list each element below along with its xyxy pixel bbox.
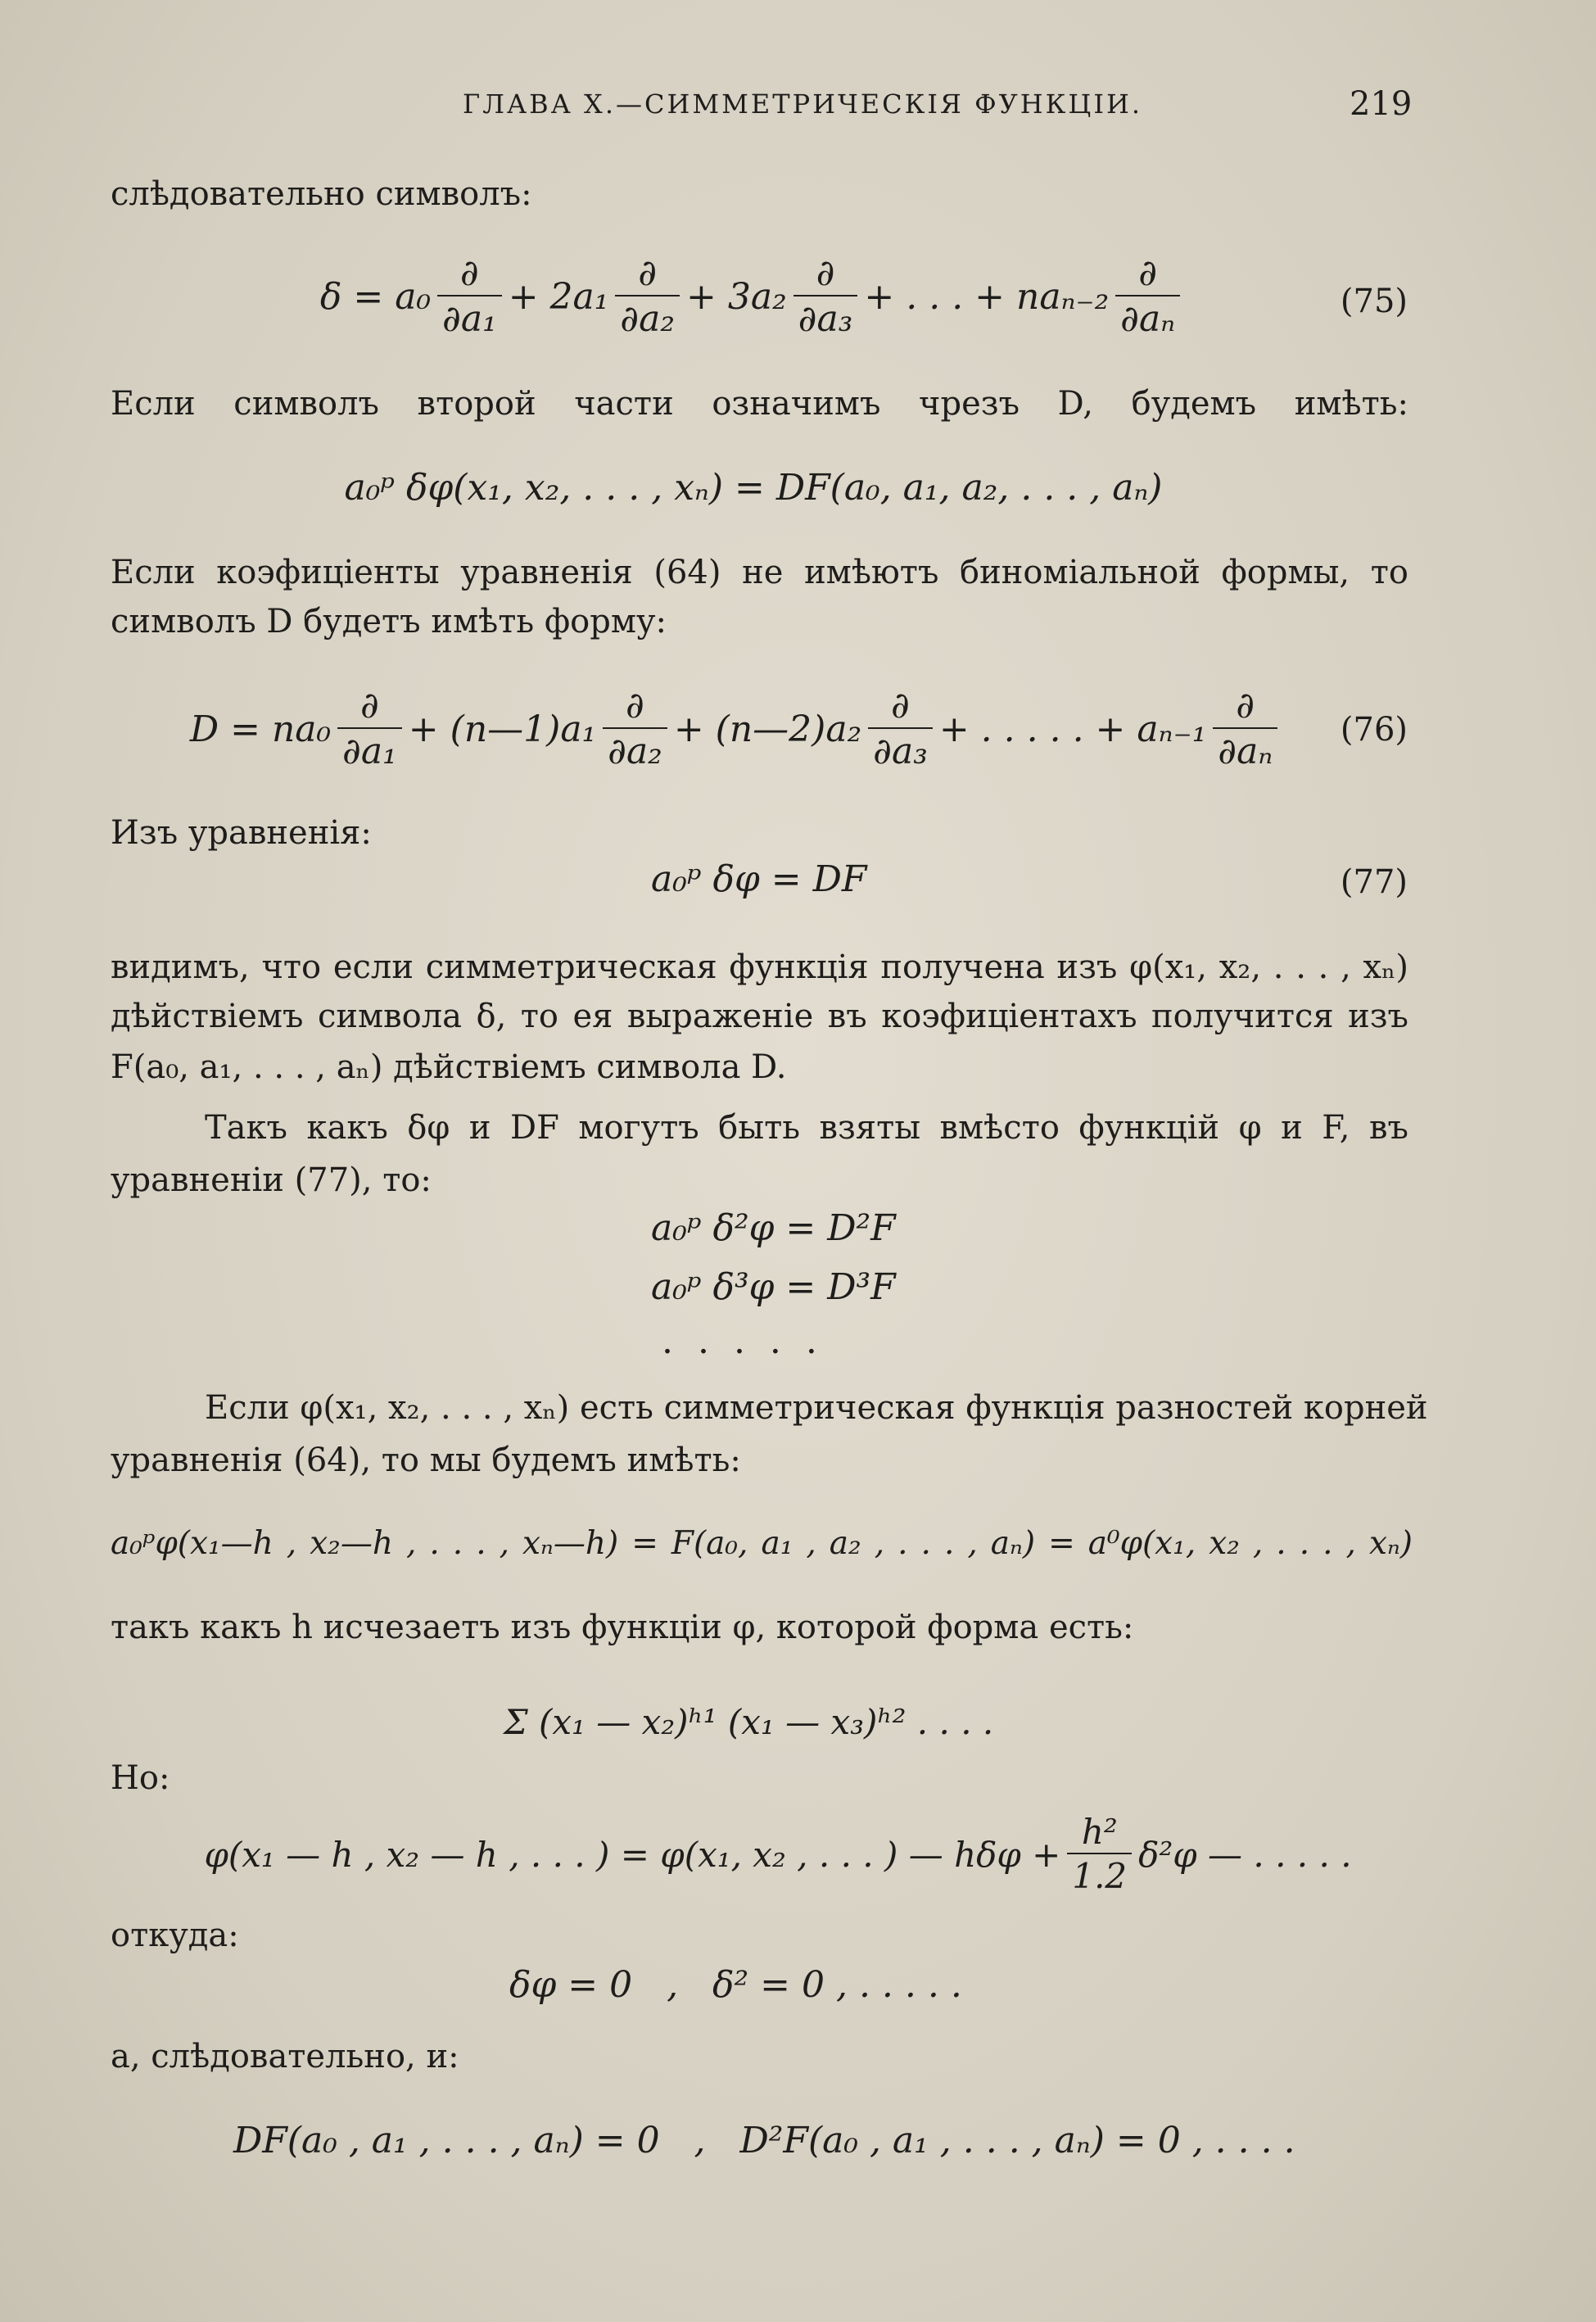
- equation: [204, 1812, 1352, 1896]
- equation-term: δ²φ — . . . . .: [1138, 1834, 1352, 1875]
- equation: Σ (x₁ — x₂)ʰ¹ (x₁ — x₃)ʰ² . . . .: [504, 1702, 994, 1742]
- paragraph-text: Изъ уравненія:: [111, 814, 372, 852]
- paragraph-text: а, слѣдовательно, и:: [111, 2038, 459, 2075]
- equation-76: [164, 685, 1310, 772]
- equation-term: + (n—2)a₂: [673, 708, 862, 750]
- ellipsis: . . . . .: [662, 1320, 824, 1362]
- paragraph-text: символъ D будетъ имѣть форму:: [111, 603, 667, 640]
- equation-number: (76): [1340, 711, 1408, 749]
- paragraph-text: видимъ, что если симметрическая функція получена изъ φ(x₁, x₂, . . . , xₙ): [111, 948, 1408, 986]
- paragraph-text: Такъ какъ δφ и DF могутъ быть взяты вмѣсто функцій φ и F, въ: [205, 1109, 1408, 1147]
- paragraph-text: дѣйствіемъ символа δ, то ея выраженіе въ коэфиціентахъ получится изъ: [111, 998, 1408, 1035]
- paragraph-text: уравненія (64), то мы будемъ имѣть:: [111, 1442, 741, 1479]
- paragraph-text: Но:: [111, 1759, 170, 1797]
- fraction: $\frac{\partial}{\text{∂aₙ}}$: [1213, 688, 1277, 770]
- equation: a₀ᵖ δφ(x₁, x₂, . . . , xₙ) = DF(a₀, a₁, a₂, . . . , aₙ): [344, 467, 1163, 509]
- fraction: $\frac{\partial}{\text{∂a₃}}$: [868, 688, 933, 770]
- page-number: 219: [1350, 85, 1413, 123]
- paragraph-text: откуда:: [111, 1917, 239, 1954]
- equation-77: a₀ᵖ δφ = DF: [651, 858, 867, 900]
- equation: a₀ᵖ δ²φ = D²F: [651, 1207, 896, 1249]
- equation-term: + (n—1)a₁: [408, 708, 597, 750]
- equation-number: (77): [1340, 863, 1408, 901]
- equation-number: (75): [1340, 283, 1408, 320]
- equation-term: + . . . . . + aₙ₋₁: [938, 708, 1207, 750]
- fraction: $\frac{\text{h²}}{1.2}$: [1067, 1815, 1132, 1894]
- equation-term: + . . . + naₙ₋₂: [864, 275, 1110, 318]
- paragraph-text: Если φ(x₁, x₂, . . . , xₙ) есть симметрическая функція разностей корней: [205, 1389, 1428, 1427]
- equation: a₀ᵖφ(x₁—h , x₂—h , . . . , xₙ—h) = F(a₀, a₁ , a₂ , . . . , aₙ) = a⁰φ(x₁, x₂ , . . . , xₙ): [111, 1525, 1413, 1562]
- equation-term: D = na₀: [189, 708, 332, 750]
- equation-term: + 3a₂: [686, 275, 787, 318]
- equation-75: [246, 252, 1261, 340]
- paragraph-text: такъ какъ h исчезаетъ изъ функціи φ, которой форма есть:: [111, 1609, 1134, 1646]
- equation: δφ = 0 , δ² = 0 , . . . . .: [509, 1964, 962, 2006]
- equation-term: + 2a₁: [508, 275, 609, 318]
- equation-term: φ(x₁ — h , x₂ — h , . . . ) = φ(x₁, x₂ , . . . ) — hδφ +: [204, 1834, 1061, 1875]
- running-title: ГЛАВА X.—СИММЕТРИЧЕСКІЯ ФУНКЦІИ.: [463, 88, 1143, 120]
- fraction: $\frac{\partial}{\text{∂aₙ}}$: [1115, 256, 1180, 337]
- fraction: $\frac{\partial}{\text{∂a₁}}$: [437, 256, 502, 337]
- equation-term: δ = a₀: [319, 275, 432, 318]
- paragraph-text: Если коэфиціенты уравненія (64) не имѣютъ биноміальной формы, то: [111, 554, 1408, 591]
- fraction: $\frac{\partial}{\text{∂a₂}}$: [603, 688, 667, 770]
- paragraph-text: F(a₀, a₁, . . . , aₙ) дѣйствіемъ символа D.: [111, 1048, 787, 1086]
- fraction: $\frac{\partial}{\text{∂a₁}}$: [337, 688, 402, 770]
- bleed-through-text: [1277, 123, 1572, 2252]
- fraction: $\frac{\partial}{\text{∂a₃}}$: [793, 256, 858, 337]
- paragraph-text: уравненіи (77), то:: [111, 1161, 432, 1199]
- equation: a₀ᵖ δ³φ = D³F: [651, 1266, 896, 1308]
- equation: DF(a₀ , a₁ , . . . , aₙ) = 0 , D²F(a₀ , a₁ , . . . , aₙ) = 0 , . . . .: [233, 2120, 1295, 2161]
- paragraph-text: слѣдовательно символъ:: [111, 175, 532, 213]
- paragraph-text: Если символъ второй части означимъ чрезъ D, будемъ имѣть:: [111, 385, 1408, 423]
- fraction: $\frac{\partial}{\text{∂a₂}}$: [615, 256, 680, 337]
